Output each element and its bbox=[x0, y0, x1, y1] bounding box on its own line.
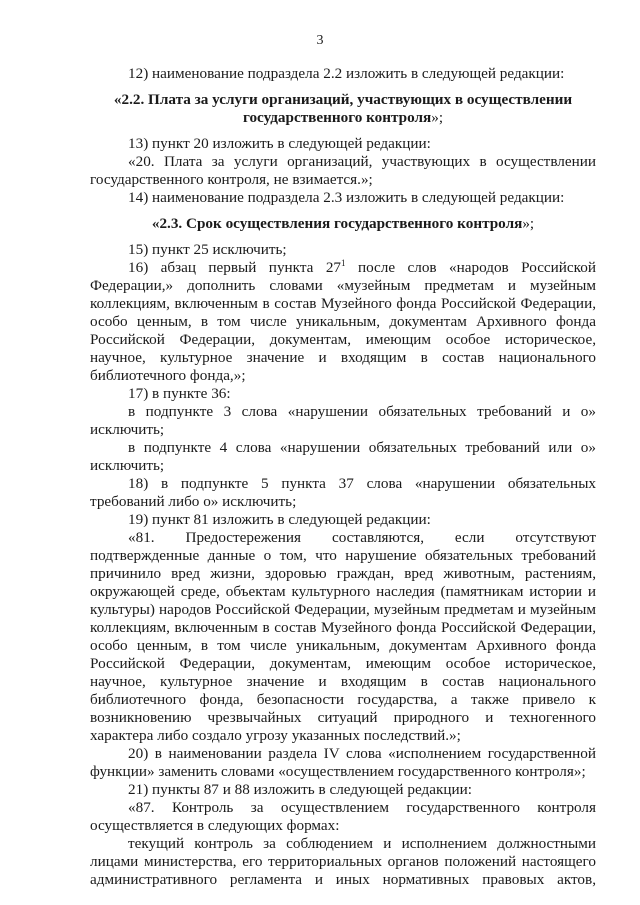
item-18: 18) в подпункте 5 пункта 37 слова «нарушении обязательных требований либо о» исключить; bbox=[90, 475, 596, 510]
heading-2-2 bbox=[90, 91, 596, 127]
heading-2-3-title: «2.3. Срок осуществления государственного контроля bbox=[151, 215, 523, 232]
page-number: 3 bbox=[316, 33, 324, 48]
item-19-text: «81. Предостережения составляются, если отсутствуют подтвержденные данные о том, что нарушение обязательных требований причинило вред жизни, здоровью граждан, вред животным, растениям, окружающей среде, объектам культурного наследия (памятникам истории и культуры) народов Российской Федерации, музейным предметам и музейным коллекциям, включенным в состав Музейного фонда Российской Федерации, особо ценным, в том числе уникальным, документам Архивного фонда Российской Федерации, документам, имеющим особое историческое, научное, культурное значение и входящим в состав национального библиотечного фонда, безопасности государства, а также привело к возникновению чрезвычайных ситуаций природного и техногенного характера либо создало угрозу указанных последствий.»; bbox=[90, 529, 596, 744]
item-21-text: «87. Контроль за осуществлением государственного контроля осуществляется в следующих формах: bbox=[90, 799, 596, 834]
heading-2-2-tail: »; bbox=[431, 109, 444, 126]
heading-2-2-title: «2.2. Плата за услуги организаций, участвующих в осуществлении государственного контроля bbox=[113, 91, 573, 126]
heading-2-3-tail: »; bbox=[522, 215, 535, 232]
item-13: 13) пункт 20 изложить в следующей редакции: bbox=[128, 135, 431, 152]
item-21: 21) пункты 87 и 88 изложить в следующей редакции: bbox=[128, 781, 472, 798]
item-17-a: в подпункте 3 слова «нарушении обязательных требований и о» исключить; bbox=[90, 403, 596, 438]
item-17-b: в подпункте 4 слова «нарушении обязательных требований или о» исключить; bbox=[90, 439, 596, 474]
item-21-continuation: текущий контроль за соблюдением и исполнением должностными лицами министерства, его территориальных органов положений настоящего административного регламента и иных нормативных правовых актов, bbox=[90, 835, 596, 888]
document-body bbox=[90, 65, 596, 889]
item-20: 20) в наименовании раздела IV слова «исполнением государственной функции» заменить словами «осуществлением государственного контроля»; bbox=[90, 745, 596, 780]
heading-2-3 bbox=[90, 215, 596, 233]
item-14: 14) наименование подраздела 2.3 изложить в следующей редакции: bbox=[128, 189, 565, 206]
item-12: 12) наименование подраздела 2.2 изложить в следующей редакции: bbox=[128, 65, 565, 82]
item-16-rest: после слов «народов Российской Федерации,» дополнить словами «музейным предметам и музейным коллекциям, включенным в состав Музейного фонда Российской Федерации, особо ценным, в том числе уникальным, документам Архивного фонда Российской Федерации, документам, имеющим особое историческое, научное, культурное значение и входящим в состав национального библиотечного фонда,»; bbox=[90, 259, 596, 384]
item-17: 17) в пункте 36: bbox=[128, 385, 231, 402]
item-19: 19) пункт 81 изложить в следующей редакции: bbox=[128, 511, 431, 528]
item-15: 15) пункт 25 исключить; bbox=[128, 241, 287, 258]
item-16-superscript: 1 bbox=[341, 258, 346, 268]
item-13-text: «20. Плата за услуги организаций, участвующих в осуществлении государственного контроля, не взимается.»; bbox=[90, 153, 596, 188]
item-16-start: 16) абзац первый пункта 27 bbox=[128, 259, 342, 276]
item-16 bbox=[90, 259, 596, 385]
